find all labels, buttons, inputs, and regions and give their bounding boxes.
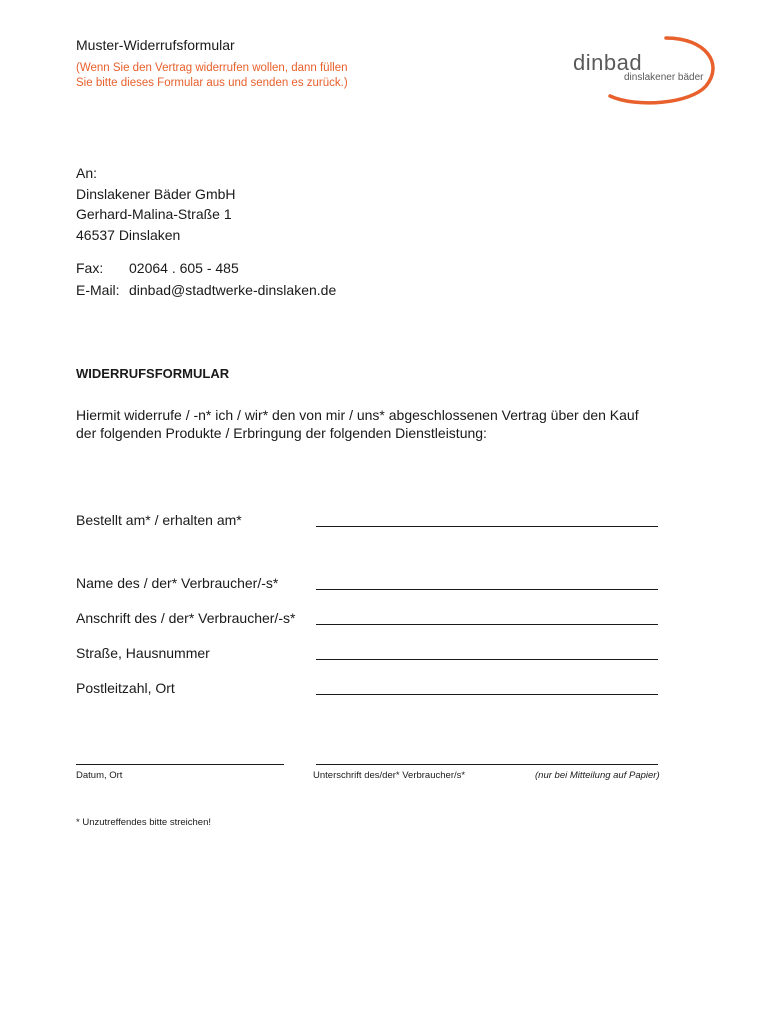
consumer-address-label: Anschrift des / der* Verbraucher/-s* bbox=[76, 610, 296, 626]
ordered-date-label: Bestellt am* / erhalten am* bbox=[76, 512, 242, 528]
to-label: An: bbox=[76, 165, 98, 181]
intro-line-2: Sie bitte dieses Formular aus und senden es zurück.) bbox=[76, 77, 348, 89]
email-value[interactable]: dinbad@stadtwerke-dinslaken.de bbox=[129, 282, 337, 298]
signature-line[interactable] bbox=[316, 764, 658, 765]
intro-note bbox=[76, 61, 348, 91]
paper-note: (nur bei Mitteilung auf Papier) bbox=[535, 770, 660, 781]
city-address: 46537 Dinslaken bbox=[76, 226, 181, 243]
consumer-name-label: Name des / der* Verbraucher/-s* bbox=[76, 575, 279, 591]
logo-subtitle: dinslakener bäder bbox=[624, 72, 704, 83]
logo-wordmark: dinbad bbox=[573, 50, 643, 75]
recipient-address bbox=[76, 163, 236, 245]
email-row bbox=[76, 282, 336, 298]
fax-value: 02064 . 605 - 485 bbox=[129, 260, 239, 276]
date-place-label: Datum, Ort bbox=[76, 770, 123, 781]
postal-city-label: Postleitzahl, Ort bbox=[76, 680, 175, 696]
signature-label: Unterschrift des/der* Verbraucher/s* bbox=[313, 770, 466, 781]
document-title: Muster-Widerrufsformular bbox=[76, 37, 235, 53]
street-address: Gerhard-Malina-Straße 1 bbox=[76, 206, 232, 222]
street-number-label: Straße, Hausnummer bbox=[76, 645, 210, 661]
date-place-line[interactable] bbox=[76, 764, 284, 765]
email-label: E-Mail: bbox=[76, 282, 120, 298]
street-number-line[interactable] bbox=[316, 659, 658, 660]
company-name: Dinslakener Bäder GmbH bbox=[76, 185, 236, 202]
ordered-date-line[interactable] bbox=[316, 526, 658, 527]
intro-line-1: (Wenn Sie den Vertrag widerrufen wollen, dann füllen bbox=[76, 62, 348, 74]
postal-city-line[interactable] bbox=[316, 694, 658, 695]
consumer-name-line[interactable] bbox=[316, 589, 658, 590]
section-title: WIDERRUFSFORMULAR bbox=[76, 366, 230, 381]
fax-row bbox=[76, 260, 239, 276]
statement-line-2: der folgenden Produkte / Erbringung der folgenden Dienstleistung: bbox=[76, 425, 487, 441]
revocation-statement bbox=[76, 406, 676, 442]
footnote: * Unzutreffendes bitte streichen! bbox=[76, 817, 212, 828]
fax-label: Fax: bbox=[76, 260, 104, 276]
consumer-address-line[interactable] bbox=[316, 624, 658, 625]
statement-line-1: Hiermit widerrufe / -n* ich / wir* den von mir / uns* abgeschlossenen Vertrag über den Kauf bbox=[76, 407, 639, 423]
